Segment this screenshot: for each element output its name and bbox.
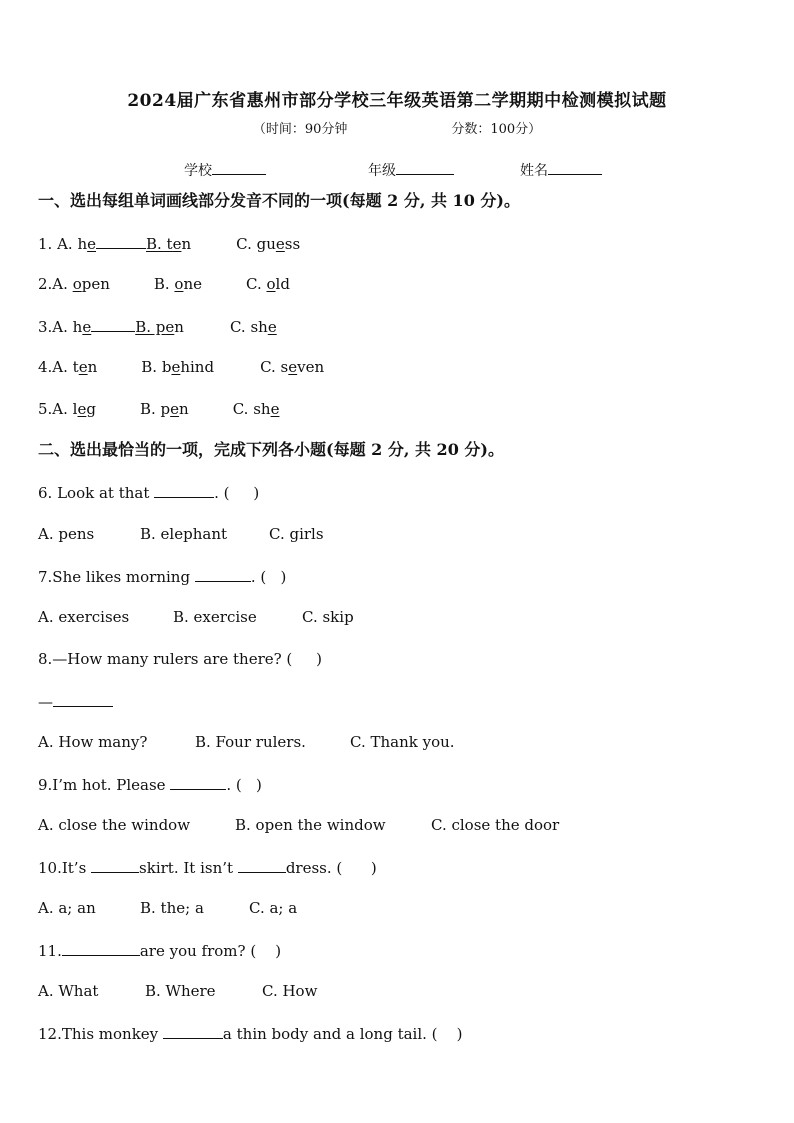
section-1-heading: 一、选出每组单词画线部分发音不同的一项(每题 2 分, 共 10 分)。 [38, 191, 520, 210]
question-5: 5.A. leg B. pen C. she [38, 400, 280, 418]
exam-title: 2024届广东省惠州市部分学校三年级英语第二学期期中检测模拟试题 [127, 91, 667, 111]
question-1: 1. A. he B. ten C. guess [38, 235, 301, 253]
question-11: 11. are you from? ( ) [38, 942, 282, 960]
question-2: 2.A. open B. one C. old [38, 275, 290, 293]
question-8-answer-line: — [38, 692, 113, 711]
question-3: 3.A. he B. pen C. she [38, 318, 277, 336]
exam-subtitle [0, 118, 794, 137]
exam-time: （时间：90分钟 [252, 122, 348, 137]
question-10: 10.It’s skirt. It isn’t dress. ( ) [38, 859, 377, 877]
school-field[interactable]: 学校 [184, 160, 266, 180]
question-7: 7.She likes morning . ( ) [38, 568, 287, 586]
question-9: 9.I’m hot. Please . ( ) [38, 776, 262, 794]
name-field[interactable]: 姓名 [520, 160, 602, 180]
question-4: 4.A. ten B. behind C. seven [38, 358, 325, 376]
question-12: 12.This monkey a thin body and a long tail. ( ) [38, 1025, 463, 1043]
grade-field[interactable]: 年级 [368, 160, 454, 180]
section-2-heading: 二、选出最恰当的一项，完成下列各小题(每题 2 分, 共 20 分)。 [38, 440, 504, 459]
exam-score: 分数：100分） [451, 122, 542, 137]
question-8: 8.—How many rulers are there? ( ) [38, 650, 322, 668]
question-6: 6. Look at that . ( ) [38, 484, 260, 502]
